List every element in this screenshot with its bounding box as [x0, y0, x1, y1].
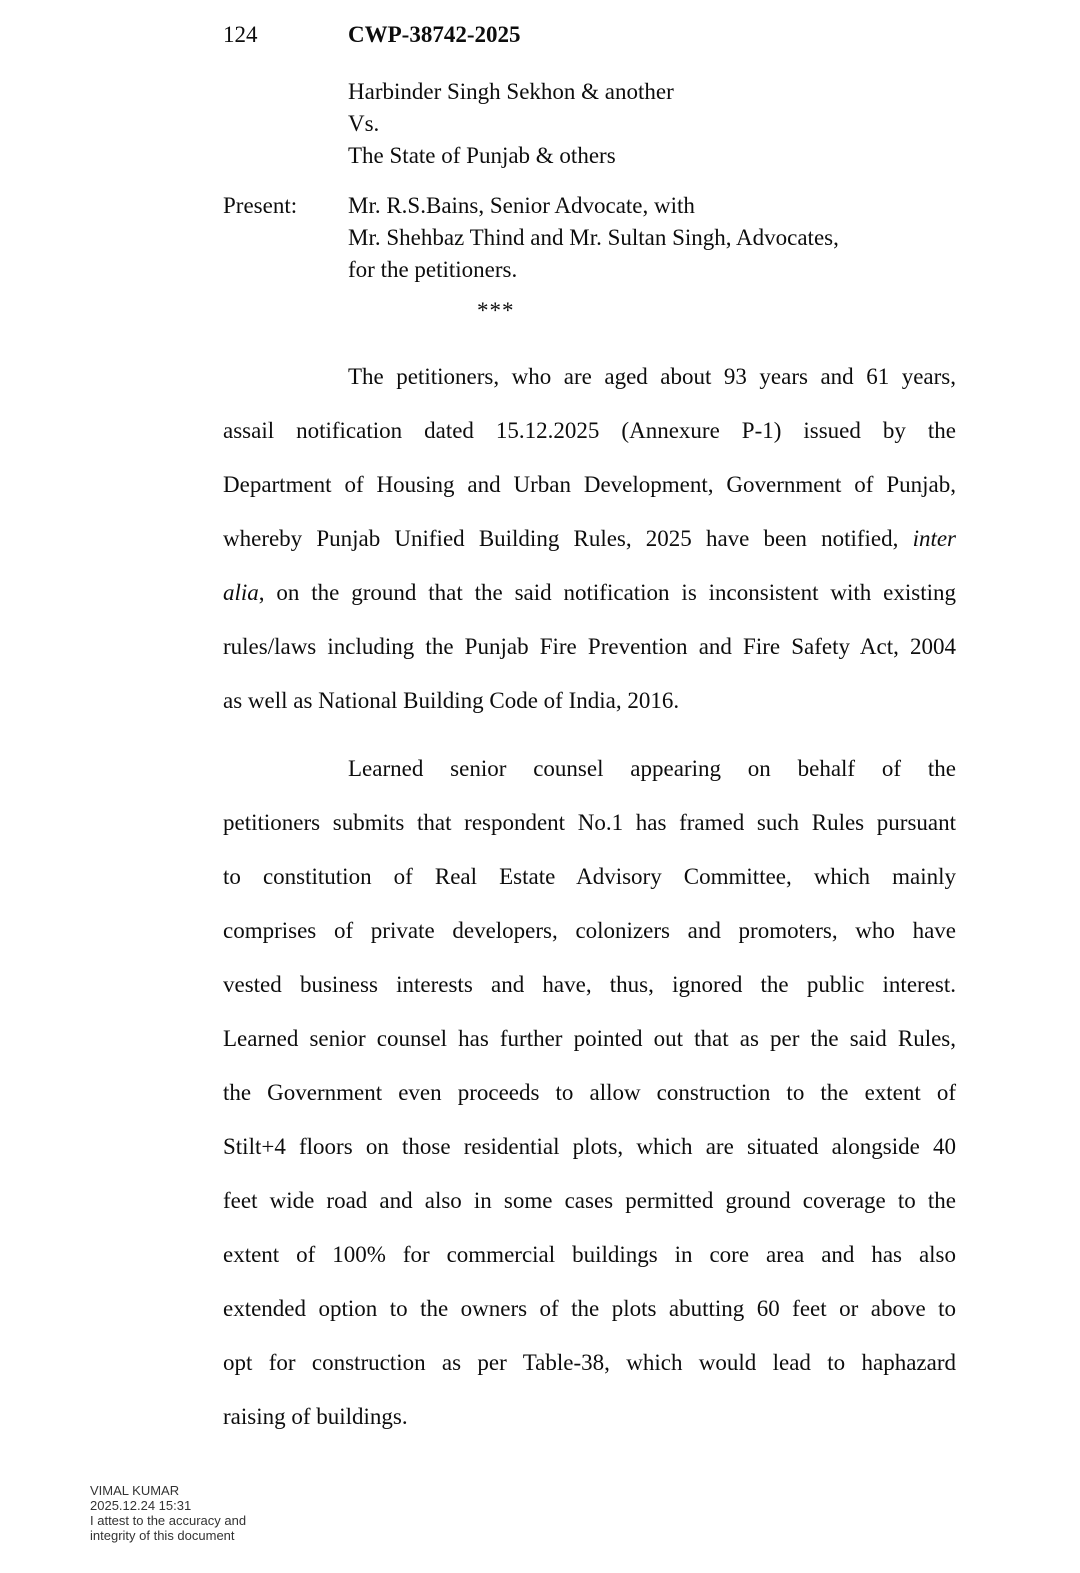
paragraph-line: whereby Punjab Unified Building Rules, 2025 have been notified, inter [223, 526, 957, 551]
paragraph-line: Learned senior counsel appearing on behalf of the [348, 756, 956, 781]
attestation-text: integrity of this document [90, 1528, 235, 1543]
paragraph-line: assail notification dated 15.12.2025 (Annexure P-1) issued by the [223, 418, 956, 443]
versus-label: Vs. [348, 111, 380, 136]
paragraph-line: to constitution of Real Estate Advisory Committee, which mainly [223, 864, 956, 889]
cause-title [348, 76, 956, 172]
attestation-text: I attest to the accuracy and [90, 1513, 247, 1528]
paragraph-line: opt for construction as per Table-38, which would lead to haphazard [223, 1350, 956, 1375]
case-number: CWP-38742-2025 [348, 22, 521, 47]
paragraph-1 [223, 350, 956, 728]
petitioner-name: Harbinder Singh Sekhon & another [348, 79, 674, 104]
paragraph-2 [223, 742, 956, 1444]
appearance-block [223, 190, 956, 286]
digital-signature-stamp [90, 1483, 246, 1543]
page-number: 124 [223, 22, 258, 47]
paragraph-line: comprises of private developers, colonizers and promoters, who have [223, 918, 956, 943]
paragraph-line: rules/laws including the Punjab Fire Prevention and Fire Safety Act, 2004 [223, 634, 956, 659]
paragraph-line: as well as National Building Code of India, 2016. [223, 688, 680, 713]
paragraph-line: raising of buildings. [223, 1404, 408, 1429]
paragraph-line: Department of Housing and Urban Development, Government of Punjab, [223, 472, 956, 497]
signature-datetime: 2025.12.24 15:31 [90, 1498, 192, 1513]
paragraph-line: extent of 100% for commercial buildings in core area and has also [223, 1242, 956, 1267]
paragraph-line: Learned senior counsel has further pointed out that as per the said Rules, [223, 1026, 956, 1051]
signatory-name: VIMAL KUMAR [90, 1483, 180, 1498]
counsel-line: Mr. R.S.Bains, Senior Advocate, with [348, 193, 695, 218]
page-content [223, 0, 956, 1444]
paragraph-line: The petitioners, who are aged about 93 years and 61 years, [348, 364, 956, 389]
latin-phrase: alia [223, 580, 259, 605]
paragraph-line: the Government even proceeds to allow construction to the extent of [223, 1080, 956, 1105]
page-header [223, 20, 956, 50]
paragraph-line: alia, on the ground that the said notification is inconsistent with existing [223, 580, 956, 605]
asterisk-separator: *** [477, 298, 515, 323]
paragraph-line: feet wide road and also in some cases permitted ground coverage to the [223, 1188, 956, 1213]
counsel-line: Mr. Shehbaz Thind and Mr. Sultan Singh, Advocates, [348, 225, 839, 250]
present-label: Present: [223, 193, 298, 218]
paragraph-line: extended option to the owners of the plots abutting 60 feet or above to [223, 1296, 956, 1321]
paragraph-line: petitioners submits that respondent No.1 has framed such Rules pursuant [223, 810, 956, 835]
paragraph-line: vested business interests and have, thus, ignored the public interest. [223, 972, 956, 997]
counsel-line: for the petitioners. [348, 257, 518, 282]
paragraph-line: Stilt+4 floors on those residential plots, which are situated alongside 40 [223, 1134, 956, 1159]
respondent-name: The State of Punjab & others [348, 143, 616, 168]
latin-phrase: inter [912, 526, 957, 551]
counsel-lines [348, 190, 839, 286]
